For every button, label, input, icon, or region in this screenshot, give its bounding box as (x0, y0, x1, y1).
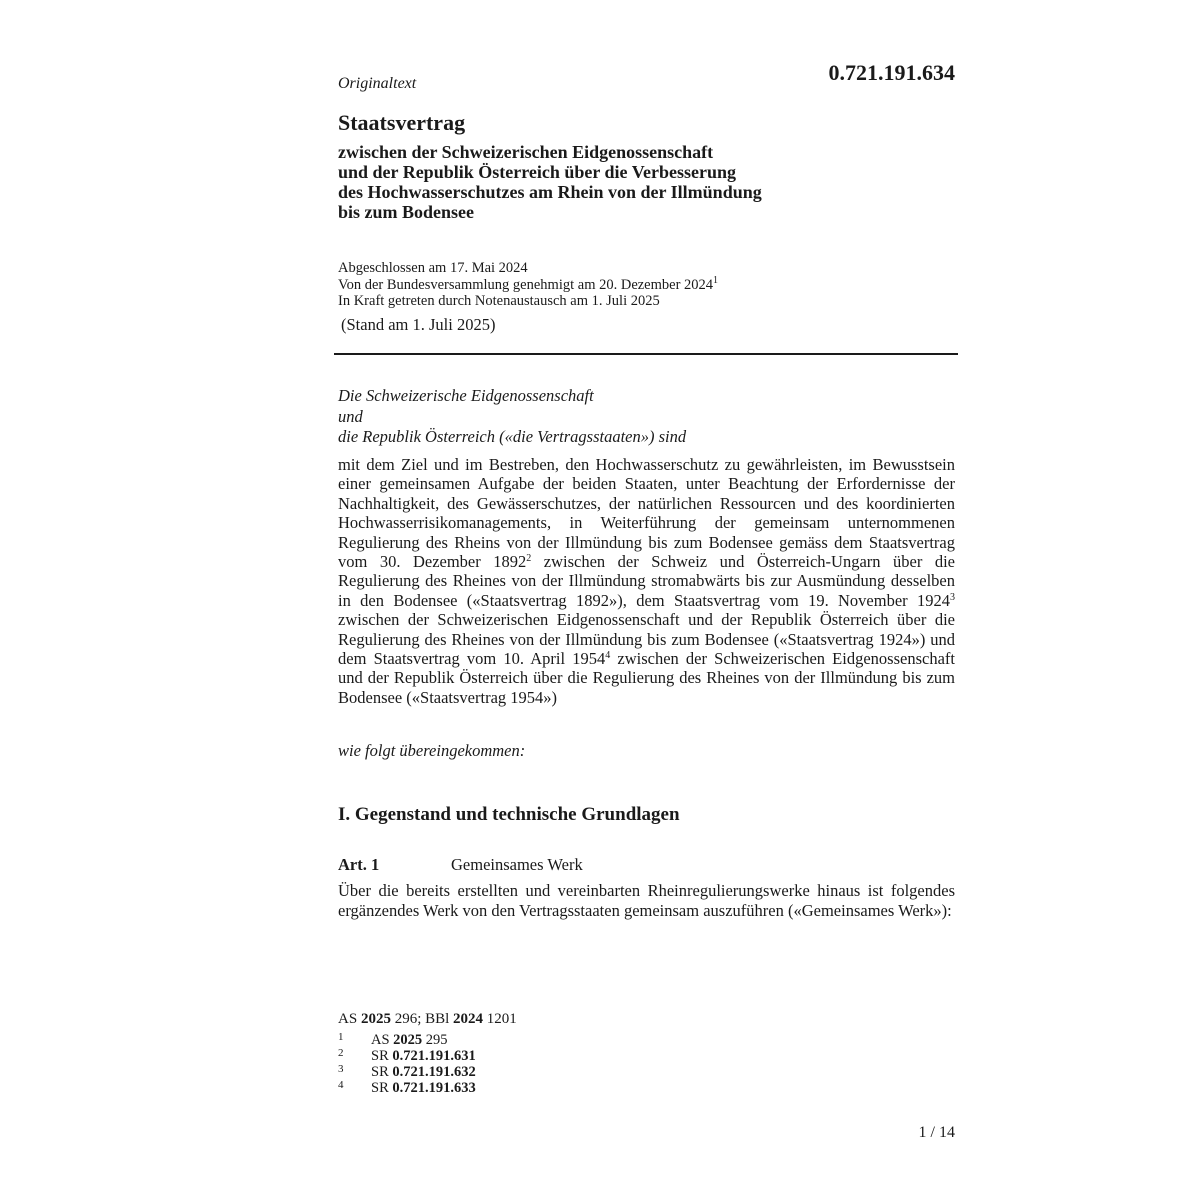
document-subtitle (338, 142, 938, 222)
concluded-date: Abgeschlossen am 17. Mai 2024 (338, 260, 528, 276)
party-line: Die Schweizerische Eidgenossenschaft (338, 386, 594, 405)
stand-date: (Stand am 1. Juli 2025) (341, 315, 496, 334)
bbl-page: 1201 (486, 1011, 517, 1027)
footnote-bold: 0.721.191.632 (392, 1064, 476, 1080)
footnote-ref[interactable]: 1 (713, 274, 719, 286)
page-number: 1 / 14 (918, 1124, 955, 1141)
footnote (338, 1080, 638, 1096)
footnote-prefix: SR (371, 1080, 389, 1096)
as-year: 2025 (360, 1011, 391, 1027)
footnote-bold: 2025 (393, 1032, 423, 1048)
footnote-number: 4 (338, 1079, 344, 1091)
recital-text: zwischen der Schweizerischen Eidgenossenschaft und der Republik Österreich über die Regulierung des Rheines von der Illmündung bis zum Bodensee («Staatsvertrag 1924») und dem Staatsvertrag vom 10. April 1954 (338, 610, 955, 669)
footnote-text (371, 1080, 476, 1096)
recital-text: zwischen der Schweiz und Österreich-Ungarn über die Regulierung des Rheines von der Illmündung stromabwärts bis zur Ausmündung desselben in den Bodensee («Staatsvertrag 1892»), dem Staatsvertrag vom 19. November 1924 (338, 552, 956, 610)
footnote-bold: 0.721.191.631 (392, 1048, 476, 1064)
footnote-prefix: SR (371, 1048, 389, 1064)
as-prefix: AS (338, 1011, 358, 1027)
footnote-text (371, 1064, 476, 1080)
recital-text: mit dem Ziel und im Bestreben, den Hochwasserschutz zu gewährleisten, im Bewusstsein einer gemeinsamen Aufgabe der beiden Staaten, unter Beachtung der Erfordernisse der Nachhaltigkeit, des Gewässerschutzes, der natürlichen Ressourcen und des koordinierten Hochwasserrisikomanagements, in Weiterführung der gemeinsam unternommenen Regulierung des Rheins von der Illmündung bis zum Bodensee gemäss dem Staatsvertrag vom 30. Dezember 1892 (338, 455, 955, 572)
subtitle-line: bis zum Bodensee (338, 202, 475, 222)
in-force-date: In Kraft getreten durch Notenaustausch am 1. Juli 2025 (338, 293, 660, 309)
footnote-suffix: 295 (425, 1032, 448, 1048)
subtitle-line: zwischen der Schweizerischen Eidgenossenschaft (338, 142, 714, 162)
sr-number: 0.721.191.634 (828, 60, 955, 85)
footnote-bold: 0.721.191.633 (392, 1080, 476, 1096)
subtitle-line: des Hochwasserschutzes am Rhein von der Illmündung (338, 182, 762, 202)
preamble-recital (338, 455, 955, 707)
article-number: Art. 1 (338, 855, 380, 874)
footnote (338, 1048, 638, 1064)
section-heading: I. Gegenstand und technische Grundlagen (338, 804, 680, 825)
footnote-ref[interactable]: 4 (605, 650, 611, 662)
agreement-clause: wie folgt übereingekommen: (338, 741, 526, 760)
recital-text: zwischen der Schweizerischen Eidgenossenschaft und der Republik Österreich über die Regulierung des Rheines von der Illmündung bis zum Bodensee («Staatsvertrag 1954») (338, 649, 955, 707)
footnote-prefix: SR (371, 1064, 389, 1080)
footnote-number: 1 (338, 1031, 344, 1043)
divider (334, 353, 958, 355)
bbl-year: 2024 (453, 1011, 484, 1027)
footnote (338, 1032, 638, 1048)
footnote (338, 1064, 638, 1080)
document-meta (338, 260, 718, 310)
publication-reference (338, 1011, 517, 1028)
approved-text: Von der Bundesversammlung genehmigt am 20. Dezember 2024 (338, 276, 714, 293)
footnote-number: 3 (338, 1063, 344, 1075)
article-title: Gemeinsames Werk (451, 855, 583, 874)
article-body: Über die bereits erstellten und vereinbarten Rheinregulierungswerke hinaus ist folgendes ergänzendes Werk von den Vertragsstaaten gemeinsam auszuführen («Gemeinsames Werk»): (338, 881, 955, 920)
document-title: Staatsvertrag (338, 110, 466, 135)
footnote-text (371, 1048, 476, 1064)
footnote-ref[interactable]: 3 (950, 591, 955, 603)
footnote-prefix: AS (371, 1032, 390, 1048)
original-text-label: Originaltext (338, 75, 417, 92)
approved-date (338, 274, 719, 294)
footnote-number: 2 (338, 1047, 344, 1059)
as-page: 296; BBl (394, 1011, 450, 1027)
footnote-text (371, 1032, 448, 1048)
contracting-parties (338, 386, 686, 448)
subtitle-line: und der Republik Österreich über die Verbesserung (338, 162, 737, 182)
party-line: die Republik Österreich («die Vertragsstaaten») sind (338, 427, 687, 446)
footnote-ref[interactable]: 2 (526, 553, 532, 565)
party-line: und (338, 406, 363, 426)
